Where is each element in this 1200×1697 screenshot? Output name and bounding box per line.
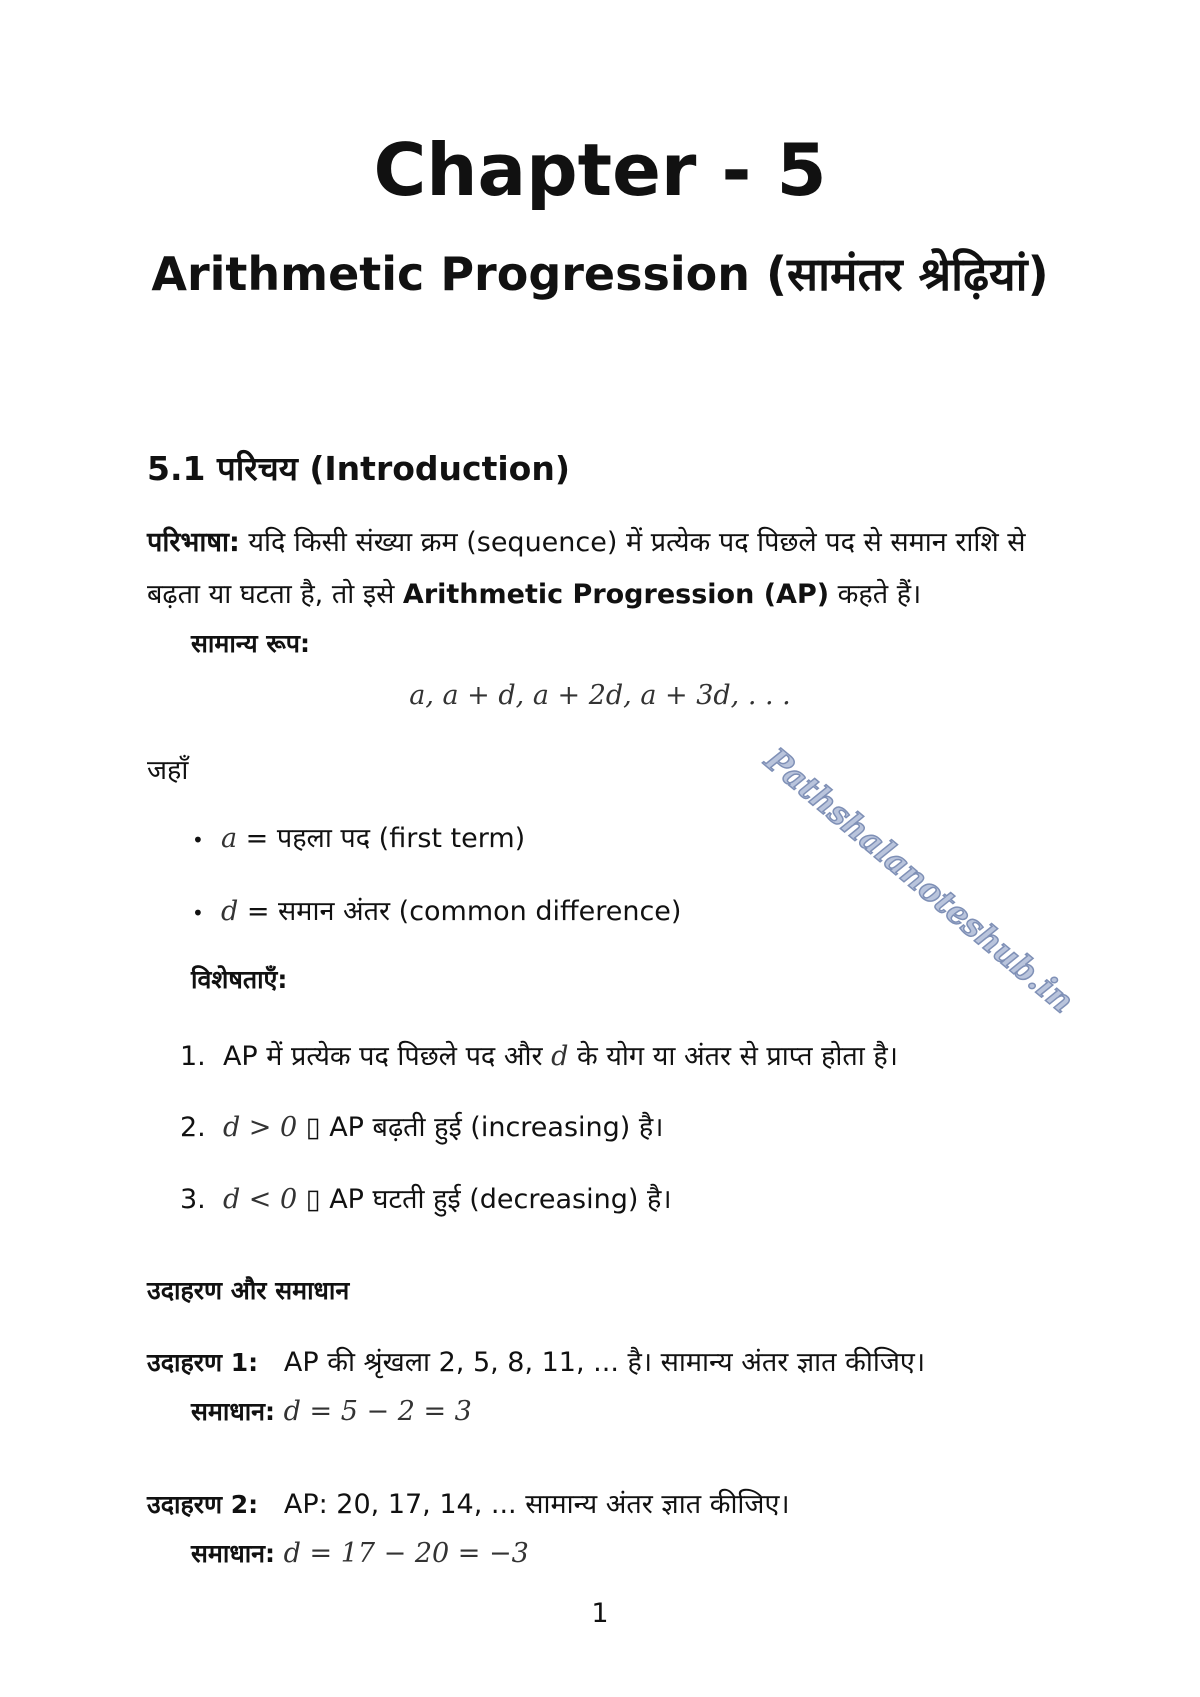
definition-text: बढ़ता या घटता है, तो इसे [147,579,403,610]
math-variable: d [220,896,239,927]
feature-item [180,1107,663,1144]
feature-text: AP में प्रत्येक पद पिछले पद और [222,1041,552,1072]
where-label: जहाँ [147,755,189,786]
ap-term: Arithmetic Progression (AP) [402,579,830,610]
chapter-subtitle: Arithmetic Progression (सामंतर श्रेढ़ियां) [151,247,1049,301]
example-question: AP की श्रृंखला 2, 5, 8, 11, ... है। सामान्य अंतर ज्ञात कीजिए। [283,1347,926,1378]
math-expression: d [551,1041,569,1072]
definition-text: कहते हैं। [829,579,922,610]
general-form-formula: a, a + d, a + 2d, a + 3d, . . . [409,680,791,711]
solution-math: d = 5 − 2 = 3 [283,1396,472,1427]
feature-text: ▯ AP बढ़ती हुई (increasing) है। [297,1112,664,1143]
example-1 [147,1342,925,1379]
example-label: उदाहरण 2: [147,1490,259,1519]
solution-label: समाधान: [191,1397,276,1426]
item-number: 2. [180,1112,206,1143]
bullet-icon: • [192,828,204,852]
solution-2 [191,1536,529,1570]
example-label: उदाहरण 1: [147,1348,259,1377]
examples-heading: उदाहरण और समाधान [147,1276,350,1305]
bullet-text: = पहला पद (first term) [237,823,526,854]
solution-label: समाधान: [191,1539,276,1568]
example-2 [147,1484,790,1521]
bullet-text: = समान अंतर (common difference) [238,896,682,927]
solution-math: d = 17 − 20 = −3 [283,1538,529,1569]
example-question: AP: 20, 17, 14, ... सामान्य अंतर ज्ञात कीजिए। [283,1489,790,1520]
watermark: Pathshalanoteshub.in [757,740,1082,1021]
bullet-item [192,891,681,928]
page-number: 1 [591,1598,609,1629]
item-number: 3. [180,1184,206,1215]
math-variable: a [220,823,238,854]
definition-label: परिभाषा: [147,527,240,558]
feature-text: के योग या अंतर से प्राप्त होता है। [568,1041,898,1072]
general-form-label: सामान्य रूप: [191,629,311,658]
features-label: विशेषताएँ: [191,965,288,994]
feature-item [180,1179,672,1216]
math-expression: d < 0 [222,1184,298,1215]
feature-item [180,1036,898,1073]
feature-text: ▯ AP घटती हुई (decreasing) है। [297,1184,672,1215]
definition-line-1 [147,522,1026,559]
math-expression: d > 0 [222,1112,298,1143]
section-heading: 5.1 परिचय (Introduction) [147,449,570,488]
chapter-title: Chapter - 5 [373,128,827,212]
definition-line-2 [147,574,921,611]
definition-text: यदि किसी संख्या क्रम (sequence) में प्रत्येक पद पिछले पद से समान राशि से [248,527,1026,558]
bullet-icon: • [192,901,204,925]
item-number: 1. [180,1041,206,1072]
bullet-item [192,818,525,855]
solution-1 [191,1394,472,1428]
